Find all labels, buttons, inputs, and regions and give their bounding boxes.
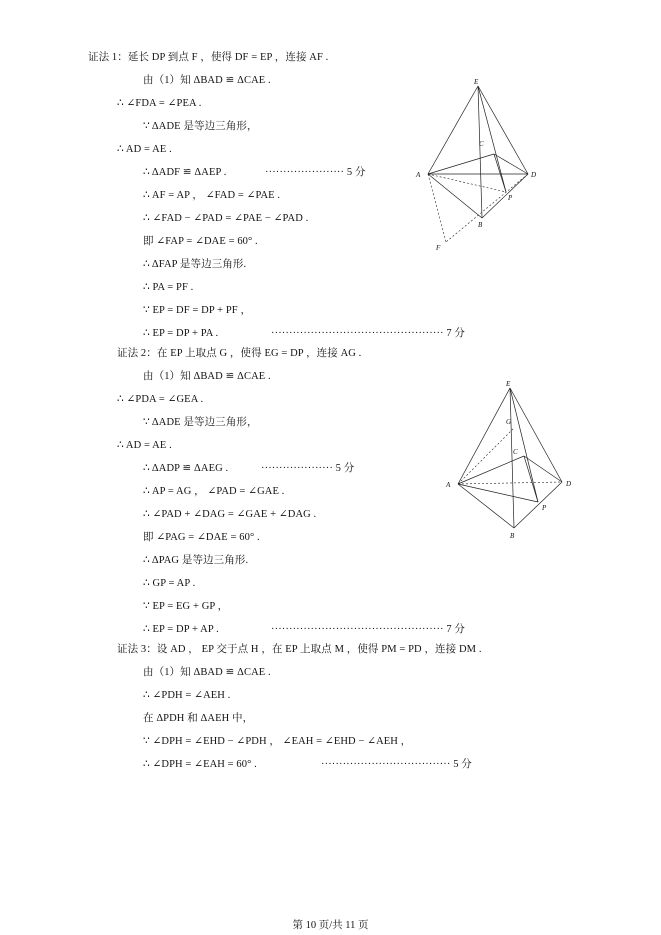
proof1-score-5: ······················ 5 分 xyxy=(265,167,366,178)
proof3-line-6-text: ∴ ∠DPH = ∠EAH = 60° . xyxy=(143,759,257,770)
fig2-edge-EA xyxy=(458,388,510,484)
proof2-line-6 xyxy=(143,462,355,476)
proof2-line-7: ∴ AP = AG ， ∠PAD = ∠GAE . xyxy=(143,486,285,497)
proof1-line-8: ∴ ∠FAD − ∠PAD = ∠PAE − ∠PAD . xyxy=(143,213,309,224)
page-footer: 第 10 页/共 11 页 xyxy=(292,920,369,931)
proof2-score-5: ···················· 5 分 xyxy=(261,463,355,474)
proof1-line-1: 证法 1：延长 DP 到点 F ，使得 DF = EP ，连接 AF . xyxy=(88,52,329,63)
proof2-line-8: ∴ ∠PAD + ∠DAG = ∠GAE + ∠DAG . xyxy=(143,509,317,520)
proof3-line-3: ∴ ∠PDH = ∠AEH . xyxy=(143,690,231,701)
proof3-score-5: ···································· 5 分 xyxy=(321,759,472,770)
fig1-edge-EP xyxy=(478,86,506,192)
proof2-line-10: ∴ ΔPAG 是等边三角形. xyxy=(143,555,249,566)
fig1-dashed-AF xyxy=(428,174,446,242)
proof3-line-1: 证法 3：设 AD ， EP 交于点 H ，在 EP 上取点 M ，使得 PM = PD ，连接 DM . xyxy=(117,644,482,655)
fig2-edge-BD xyxy=(514,482,562,528)
proof2-line-3: ∴ ∠PDA = ∠GEA . xyxy=(117,394,204,405)
proof1-line-10: ∴ ΔFAP 是等边三角形. xyxy=(143,259,247,270)
proof2-line-13-text: ∴ EP = DP + AP . xyxy=(143,624,219,635)
fig2-edge-EP xyxy=(510,388,538,502)
fig1-label-P: P xyxy=(508,194,513,202)
proof1-figure xyxy=(410,74,550,254)
proof2-line-11: ∴ GP = AP . xyxy=(143,578,196,589)
proof1-line-7: ∴ AF = AP ， ∠FAD = ∠PAE . xyxy=(143,190,281,201)
proof1-line-12: ∵ EP = DF = DP + PF ， xyxy=(143,305,252,316)
proof2-score-7: ················································ 7 分 xyxy=(271,624,466,635)
fig2-label-G: G xyxy=(506,418,512,426)
proof2-line-2: 由（1）知 ΔBAD ≌ ΔCAE . xyxy=(143,371,271,382)
proof2-line-5: ∴ AD = AE . xyxy=(117,440,172,451)
fig2-label-E: E xyxy=(506,380,511,388)
proof3-line-2: 由（1）知 ΔBAD ≌ ΔCAE . xyxy=(143,667,271,678)
proof2-line-1: 证法 2：在 EP 上取点 G ，使得 EG = DP ，连接 AG . xyxy=(117,348,362,359)
fig2-label-D: D xyxy=(566,480,572,488)
proof1-line-3: ∴ ∠FDA = ∠PEA . xyxy=(117,98,202,109)
proof2-line-12: ∵ EP = EG + GP ， xyxy=(143,601,229,612)
fig2-edge-CP xyxy=(524,456,538,502)
fig1-label-B: B xyxy=(478,221,483,229)
fig2-edge-AC xyxy=(458,456,524,484)
proof1-line-6-text: ∴ ΔADF ≌ ΔAEP . xyxy=(143,167,227,178)
fig2-dashed-AD xyxy=(458,482,562,484)
proof1-line-2: 由（1）知 ΔBAD ≌ ΔCAE . xyxy=(143,75,271,86)
fig2-label-C: C xyxy=(513,448,518,456)
fig2-edge-ED xyxy=(510,388,562,482)
proof2-line-6-text: ∴ ΔADP ≌ ΔAEG . xyxy=(143,463,229,474)
proof1-line-9: 即 ∠FAP = ∠DAE = 60° . xyxy=(143,236,258,247)
proof1-line-5: ∴ AD = AE . xyxy=(117,144,172,155)
proof1-line-6 xyxy=(143,166,366,180)
proof1-line-4: ∵ ΔADE 是等边三角形， xyxy=(143,121,258,132)
proof3-line-5: ∵ ∠DPH = ∠EHD − ∠PDH ， ∠EAH = ∠EHD − ∠AEH ， xyxy=(143,736,412,747)
fig2-dashed-AG xyxy=(458,428,514,484)
proof2-line-13 xyxy=(143,623,466,637)
fig2-label-A: A xyxy=(446,481,451,489)
proof3-line-4: 在 ΔPDH 和 ΔAEH 中， xyxy=(143,713,254,724)
fig2-edge-EB xyxy=(510,388,514,528)
fig1-dashed-AP xyxy=(428,174,506,192)
fig1-dashed-DF xyxy=(446,174,528,242)
proof1-line-11: ∴ PA = PF . xyxy=(143,282,194,293)
fig1-edge-AB xyxy=(428,174,482,218)
proof1-score-7: ················································ 7 分 xyxy=(271,328,466,339)
fig2-label-P: P xyxy=(542,504,547,512)
fig1-label-A: A xyxy=(416,171,421,179)
fig1-label-E: E xyxy=(474,78,479,86)
fig1-label-C: C xyxy=(479,140,484,148)
fig1-label-D: D xyxy=(531,171,537,179)
proof2-figure xyxy=(440,376,580,544)
fig1-edge-EB xyxy=(478,86,482,218)
proof1-line-13 xyxy=(143,327,466,341)
proof1-line-13-text: ∴ EP = DP + PA . xyxy=(143,328,219,339)
proof2-line-4: ∵ ΔADE 是等边三角形， xyxy=(143,417,258,428)
proof3-line-6 xyxy=(143,758,472,772)
proof2-line-9: 即 ∠PAG = ∠DAE = 60° . xyxy=(143,532,260,543)
fig1-edge-ED xyxy=(478,86,528,174)
fig1-label-F: F xyxy=(436,244,441,252)
fig2-label-B: B xyxy=(510,532,515,540)
fig1-edge-BD xyxy=(482,174,528,218)
